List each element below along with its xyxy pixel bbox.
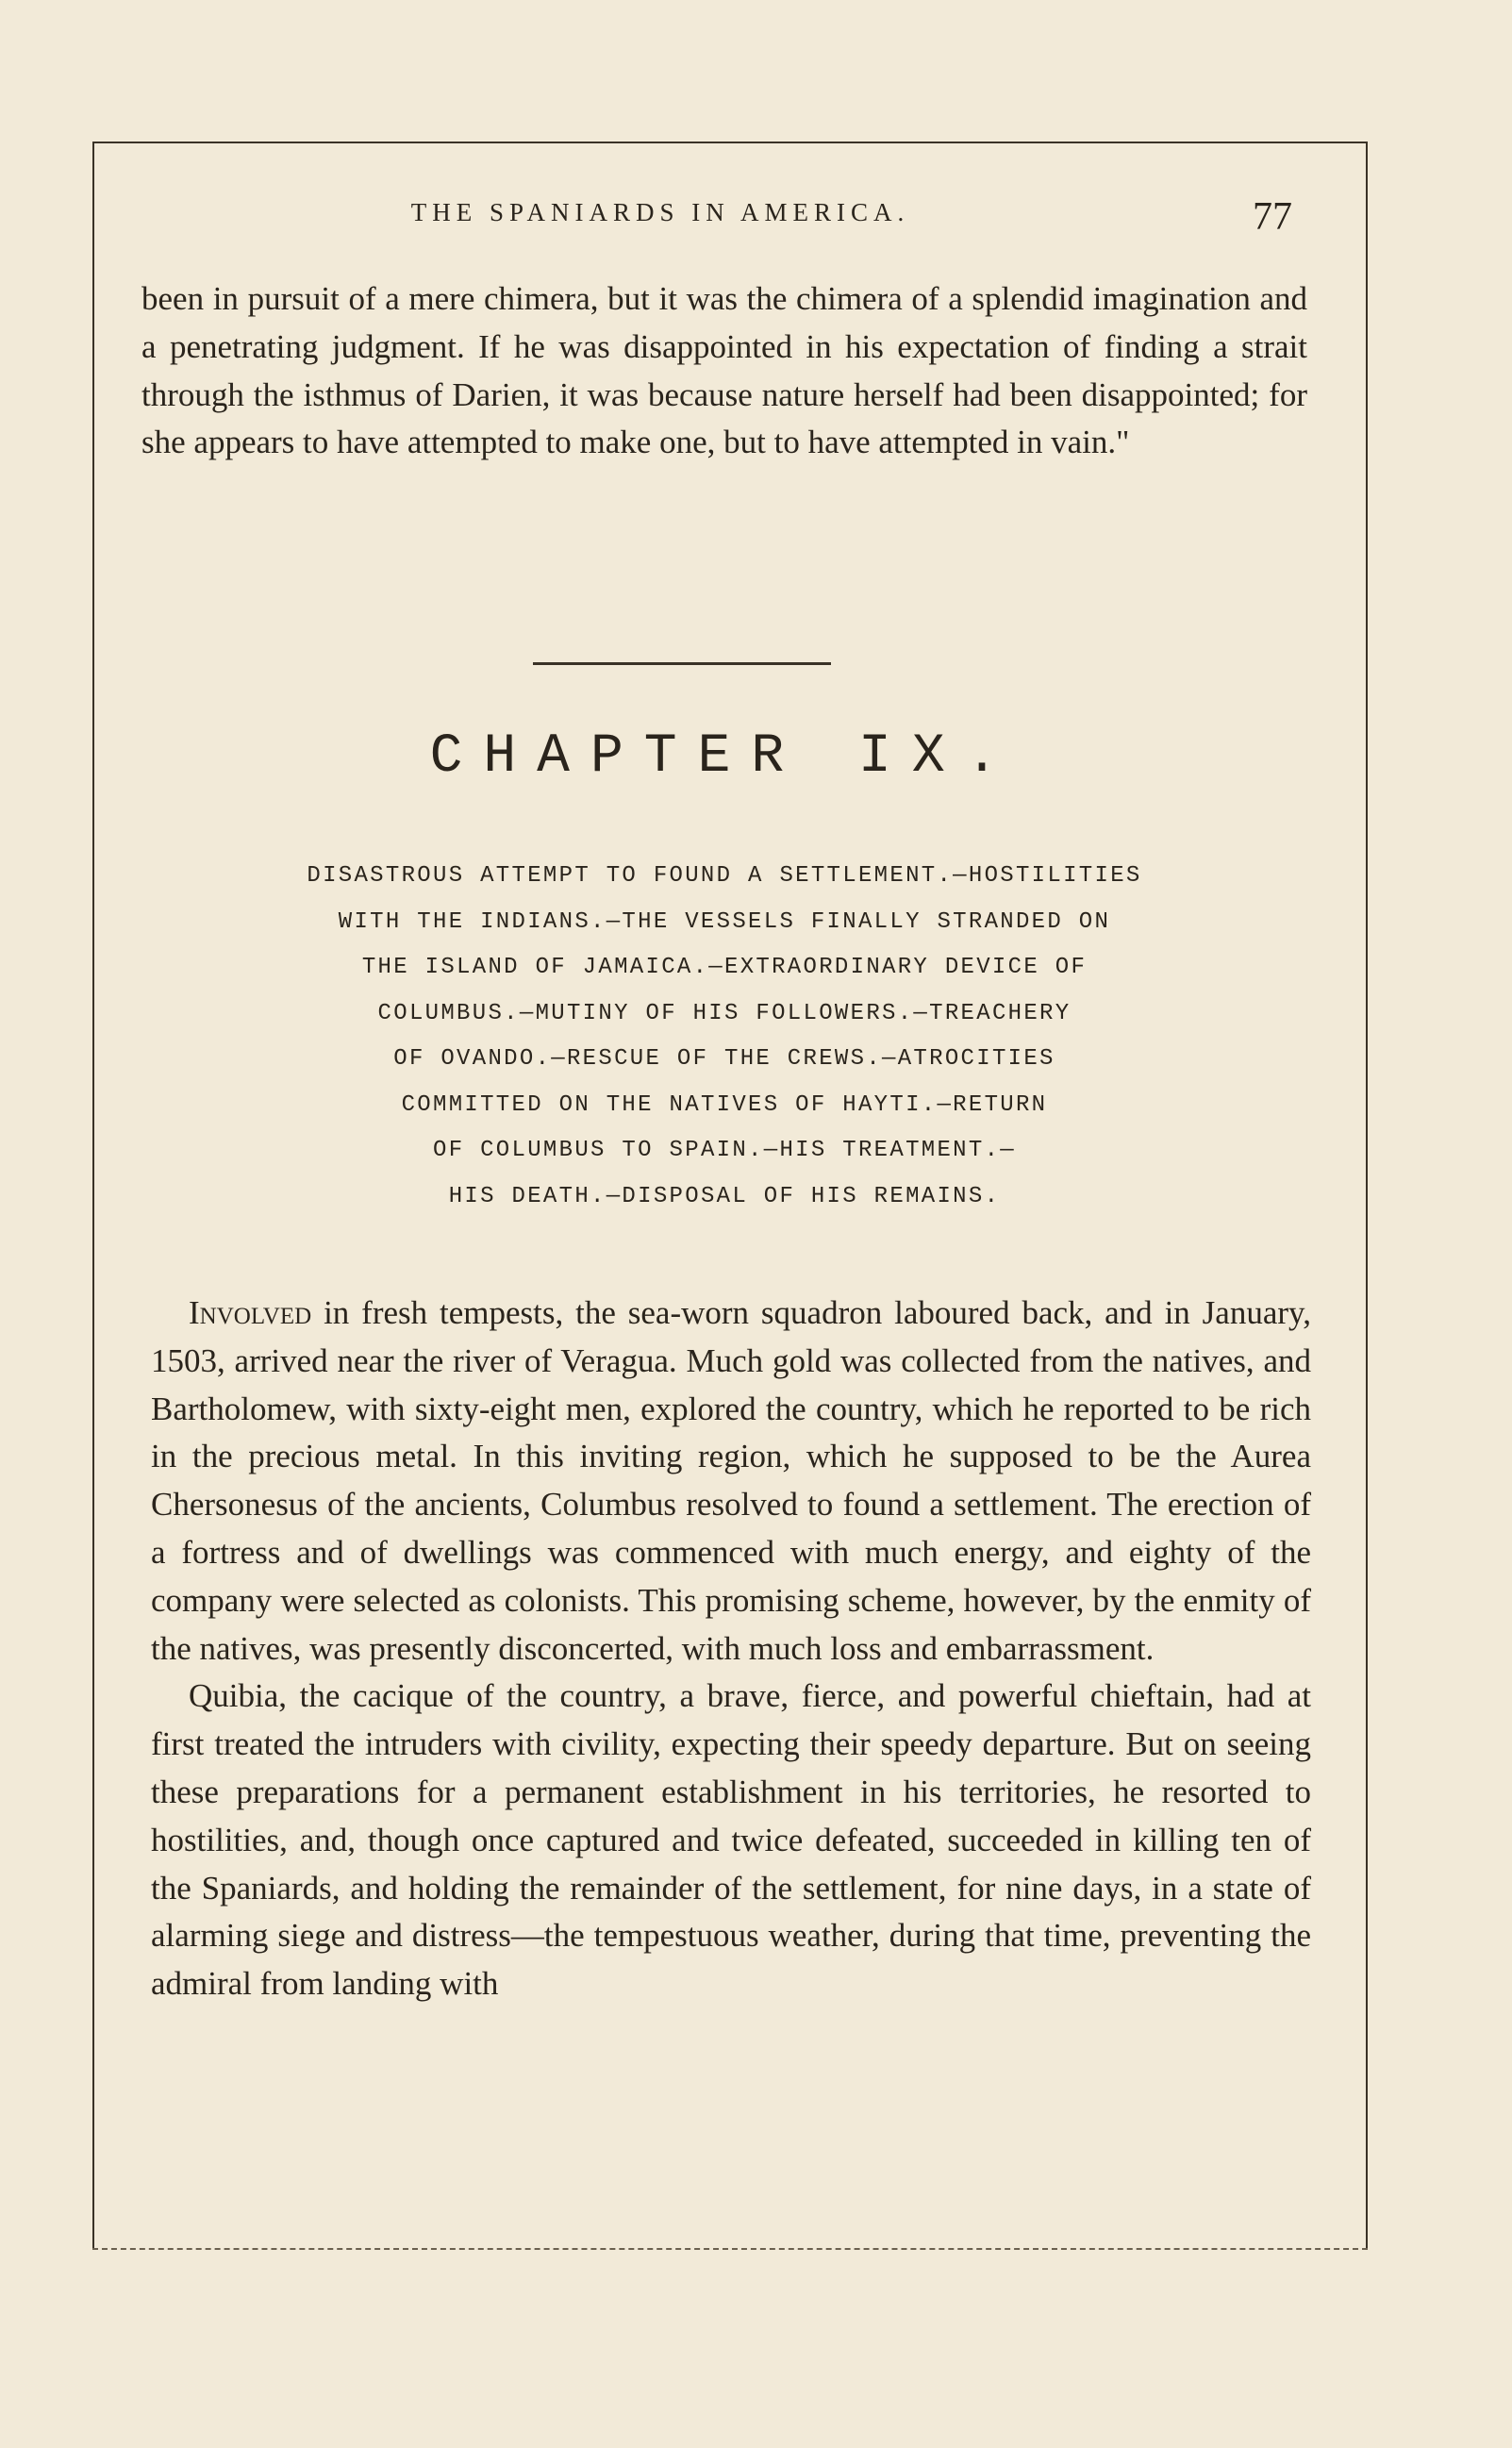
synopsis-line: THE ISLAND OF JAMAICA.—EXTRAORDINARY DEVICE OF [361,955,1088,980]
body-paragraph-1 [151,1290,1311,1673]
synopsis-line: COLUMBUS.—MUTINY OF HIS FOLLOWERS.—TREACHERY [377,1000,1072,1026]
body-paragraph-2: Quibia, the cacique of the country, a brave, fierce, and powerful chieftain, had at first treated the intruders with civility, expecting their speedy departure. But on seeing these preparations for a permanent establishment in his territories, he resorted to hostilities, and, though once captured and twice defeated, succeeded in killing ten of the Spaniards, and holding the remainder of the settlement, for nine days, in a state of alarming siege and distress—the tempestuous weather, during that time, preventing the admiral from landing with [151,1677,1311,2003]
page-number: 77 [1253,195,1292,239]
opening-paragraph: been in pursuit of a mere chimera, but it was the chimera of a splendid imagination and a penetrating judgment. If he was disappointed in his expectation of finding a strait through the isthmus of Darien, it was because nature herself had been disappointed; for she appears to have attempted to make one, but to have attempted in vain." [141,280,1307,461]
synopsis-line: COMMITTED ON THE NATIVES OF HAYTI.—RETURN [401,1091,1048,1118]
running-title: THE SPANIARDS IN AMERICA. [410,198,910,226]
body-paragraph-1-text: in fresh tempests, the sea-worn squadron laboured back, and in January, 1503, arrived near the river of Veragua. Much gold was collected from the natives, and Bartholomew, with sixty-eight men, explored the country, which he reported to be rich in the precious metal. In this inviting region, which he supposed to be the Aurea Chersonesus of the ancients, Columbus resolved to found a settlement. The erection of a fortress and of dwellings was commenced with much energy, and eighty of the company were selected as colonists. This promising scheme, however, by the enmity of the natives, was presently disconcerted, with much loss and embarrassment. [151,1294,1311,1667]
synopsis-line: WITH THE INDIANS.—THE VESSELS FINALLY STRANDED ON [338,908,1111,935]
chapter-synopsis [141,854,1307,1220]
synopsis-line: OF COLUMBUS TO SPAIN.—HIS TREATMENT.— [433,1138,1016,1163]
section-divider-rule [533,662,831,665]
chapter-body [151,1290,1311,2008]
synopsis-line: OF OVANDO.—RESCUE OF THE CREWS.—ATROCITIES [393,1046,1055,1072]
paragraph-lead-in: Involved [189,1294,312,1331]
synopsis-line: HIS DEATH.—DISPOSAL OF HIS REMAINS. [448,1183,1001,1209]
page-bottom-rule [92,2248,1368,2250]
chapter-heading: CHAPTER IX. [429,726,1020,788]
synopsis-line: DISASTROUS ATTEMPT TO FOUND A SETTLEMENT.—HOSTILITIES [307,863,1142,889]
running-head [141,195,1321,239]
